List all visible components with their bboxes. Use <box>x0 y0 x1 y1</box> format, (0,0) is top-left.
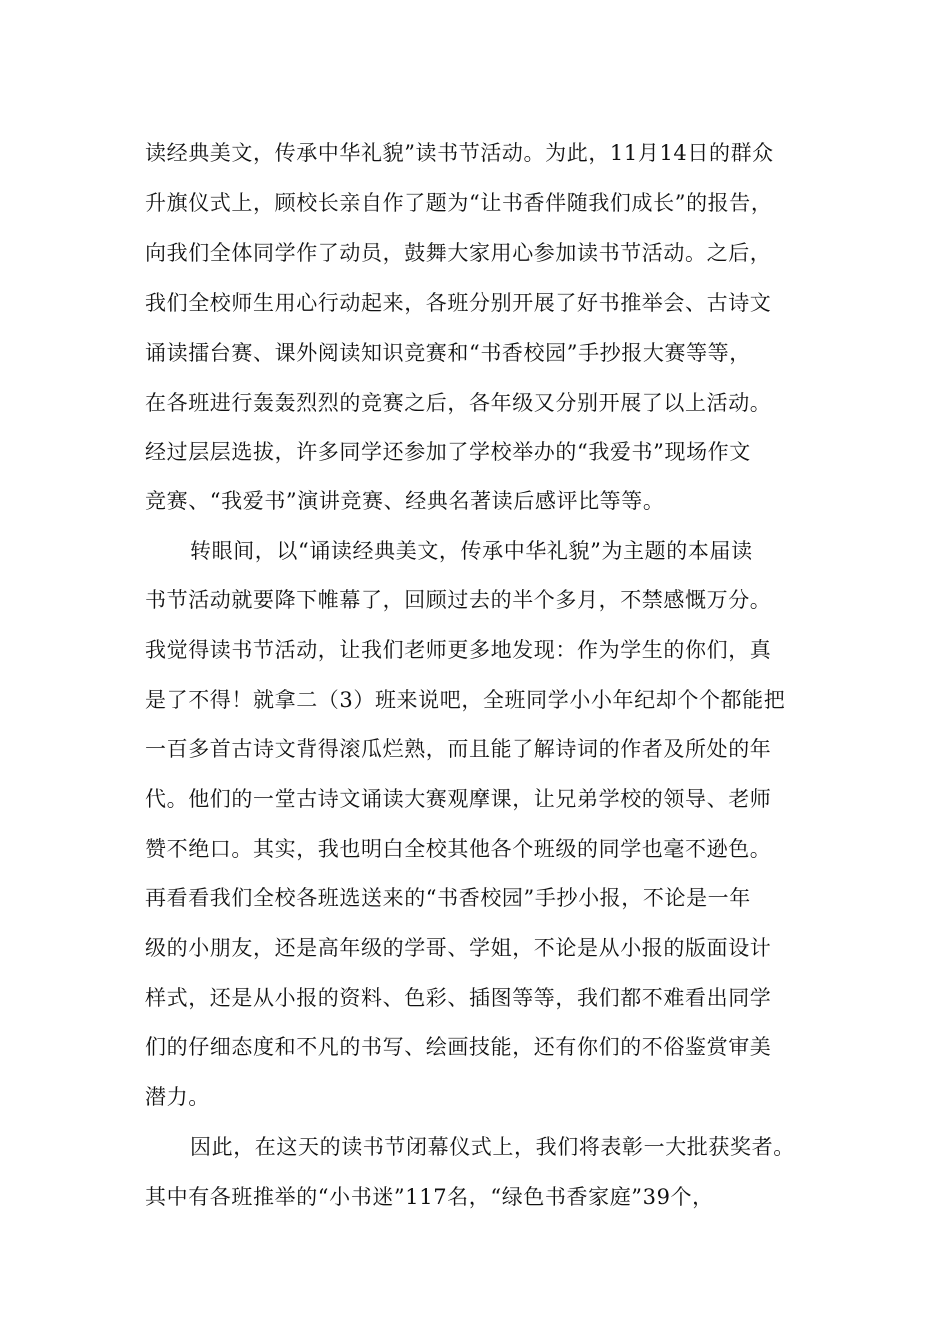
paragraph-start-line: 转眼间，以“诵读经典美文，传承中华礼貌”为主题的本届读 <box>190 539 753 563</box>
text-line: 升旗仪式上，顾校长亲自作了题为“让书香伴随我们成长”的报告， <box>145 191 773 215</box>
text-line: 诵读擂台赛、课外阅读知识竞赛和“书香校园”手抄报大赛等等， <box>145 341 751 365</box>
text-line: 们的仔细态度和不凡的书写、绘画技能，还有你们的不俗鉴赏审美 <box>145 1035 772 1059</box>
text-line: 经过层层选拔，许多同学还参加了学校举办的“我爱书”现场作文 <box>145 440 751 464</box>
text-line: 赞不绝口。其实，我也明白全校其他各个班级的同学也毫不逊色。 <box>145 837 772 861</box>
text-line: 再看看我们全校各班选送来的“书香校园”手抄小报，不论是一年 <box>145 886 751 910</box>
text-line: 一百多首古诗文背得滚瓜烂熟，而且能了解诗词的作者及所处的年 <box>145 737 772 761</box>
paragraph-start-line: 因此，在这天的读书节闭幕仪式上，我们将表彰一大批获奖者。 <box>190 1135 795 1159</box>
text-line: 其中有各班推举的“小书迷”117名，“绿色书香家庭”39个， <box>145 1185 714 1209</box>
text-line: 样式，还是从小报的资料、色彩、插图等等，我们都不难看出同学 <box>145 986 772 1010</box>
text-line: 级的小朋友，还是高年级的学哥、学姐，不论是从小报的版面设计 <box>145 936 772 960</box>
text-line: 竞赛、“我爱书”演讲竞赛、经典名著读后感评比等等。 <box>145 489 665 513</box>
text-line: 读经典美文，传承中华礼貌”读书节活动。为此，11月14日的群众 <box>145 141 774 165</box>
text-line: 我觉得读书节活动，让我们老师更多地发现：作为学生的你们，真 <box>145 638 772 662</box>
text-line: 是了不得！就拿二（3）班来说吧，全班同学小小年纪却个个都能把 <box>145 688 786 712</box>
text-line: 向我们全体同学作了动员，鼓舞大家用心参加读书节活动。之后， <box>145 241 772 265</box>
text-line: 代。他们的一堂古诗文诵读大赛观摩课，让兄弟学校的领导、老师 <box>145 787 772 811</box>
text-line: 书节活动就要降下帷幕了，回顾过去的半个多月，不禁感慨万分。 <box>145 588 772 612</box>
text-line: 我们全校师生用心行动起来，各班分别开展了好书推举会、古诗文 <box>145 291 772 315</box>
text-line: 在各班进行轰轰烈烈的竞赛之后，各年级又分别开展了以上活动。 <box>145 391 772 415</box>
text-line: 潜力。 <box>145 1085 210 1109</box>
